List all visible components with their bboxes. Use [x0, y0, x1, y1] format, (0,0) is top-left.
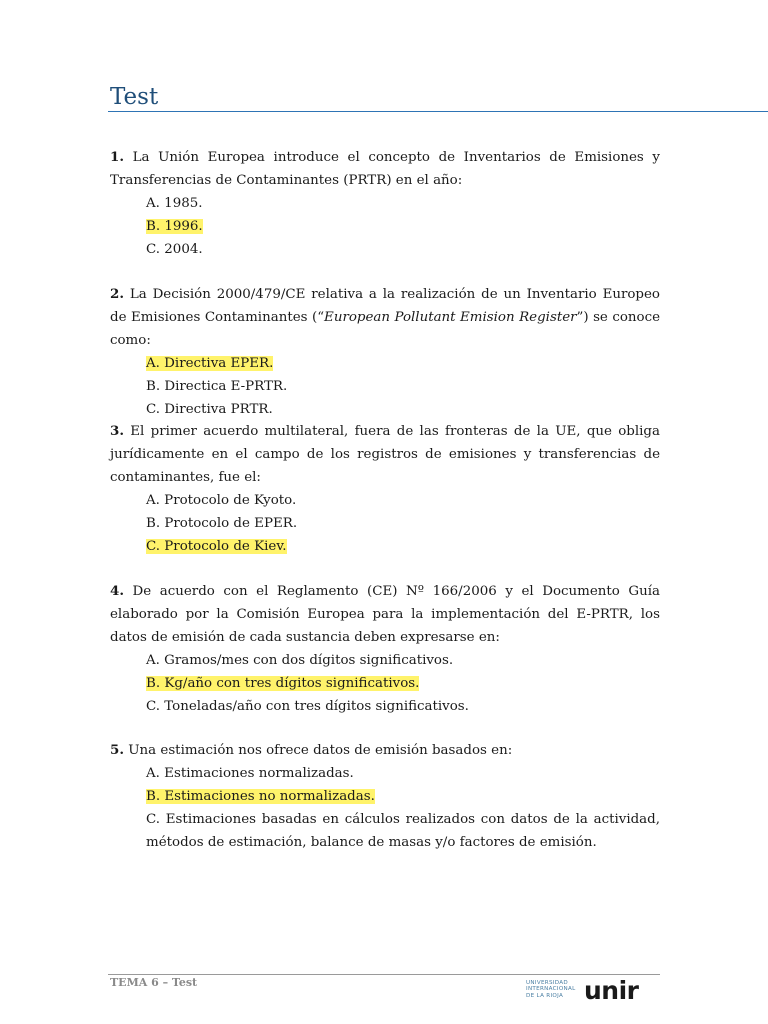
option-label: B. Protocolo de EPER. — [146, 516, 298, 531]
options-list — [110, 649, 660, 718]
option-label: A. 1985. — [146, 196, 203, 211]
logo-line: UNIVERSIDAD — [526, 980, 569, 986]
footer-divider — [108, 974, 660, 975]
question-1 — [110, 146, 660, 261]
question-text — [110, 283, 660, 352]
option-b — [146, 785, 660, 808]
option-label-highlighted: B. Estimaciones no normalizadas. — [146, 789, 375, 804]
option-label-highlighted: B. 1996. — [146, 219, 203, 234]
options-list — [110, 489, 660, 558]
unir-logo — [526, 978, 660, 1008]
option-c — [146, 238, 660, 261]
question-text — [110, 580, 660, 649]
question-number: 2. — [110, 286, 124, 302]
option-label: C. 2004. — [146, 242, 203, 257]
option-a — [146, 762, 660, 785]
option-c — [146, 535, 660, 558]
options-list — [110, 352, 660, 421]
option-a — [146, 489, 660, 512]
option-label: C. Toneladas/año con tres dígitos significativos. — [146, 699, 469, 714]
question-text — [110, 420, 660, 489]
question-3 — [110, 420, 660, 558]
question-4 — [110, 580, 660, 718]
logo-line: INTERNACIONAL — [526, 986, 576, 993]
question-5 — [110, 739, 660, 854]
page-title: Test — [110, 84, 159, 110]
option-a — [146, 352, 660, 375]
option-label: A. Estimaciones normalizadas. — [146, 766, 354, 781]
question-body: De acuerdo con el Reglamento (CE) Nº 166/2006 y el Documento Guía elaborado por la Comisión Europea para la implementación del E-PRTR, los datos de emisión de cada sustancia deben expresarse en: — [110, 584, 660, 645]
option-a — [146, 649, 660, 672]
question-body-italic: European Pollutant Emision Register — [324, 310, 577, 325]
option-b — [146, 215, 660, 238]
question-body: El primer acuerdo multilateral, fuera de las fronteras de la UE, que obliga jurídicamente en el campo de los registros de emisiones y transferencias de contaminantes, fue el: — [110, 424, 660, 485]
logo-university-name — [526, 980, 576, 999]
option-label-highlighted: B. Kg/año con tres dígitos significativos. — [146, 676, 420, 691]
question-number: 5. — [110, 742, 124, 758]
option-label: C. Directiva PRTR. — [146, 402, 273, 417]
question-number: 1. — [110, 149, 124, 165]
question-body: La Decisión 2000/479/CE relativa a la realización de un Inventario Europeo de Emisiones Contaminantes (“ — [110, 287, 660, 325]
question-number: 3. — [110, 423, 124, 439]
option-c — [146, 695, 660, 718]
options-list — [110, 762, 660, 854]
option-b — [146, 672, 660, 695]
question-2 — [110, 283, 660, 421]
question-body-end: ”) se conoce como: — [110, 310, 660, 348]
option-label-highlighted: C. Protocolo de Kiev. — [146, 539, 287, 554]
option-label-highlighted: A. Directiva EPER. — [146, 356, 274, 371]
footer-label: TEMA 6 – Test — [110, 976, 198, 989]
options-list — [110, 192, 660, 261]
logo-brand: unir — [584, 976, 639, 1005]
option-a — [146, 192, 660, 215]
question-text — [110, 146, 660, 192]
option-label: A. Protocolo de Kyoto. — [146, 493, 297, 508]
option-c — [146, 398, 660, 421]
question-body: La Unión Europea introduce el concepto de Inventarios de Emisiones y Transferencias de Contaminantes (PRTR) en el año: — [110, 150, 660, 188]
question-text — [110, 739, 660, 762]
option-label: B. Directica E-PRTR. — [146, 379, 288, 394]
question-number: 4. — [110, 583, 124, 599]
option-b — [146, 512, 660, 535]
option-label: C. Estimaciones basadas en cálculos realizados con datos de la actividad, métodos de estimación, balance de masas y/o factores de emisión. — [146, 812, 660, 850]
title-divider — [108, 111, 768, 112]
option-label: A. Gramos/mes con dos dígitos significativos. — [146, 653, 454, 668]
question-body: Una estimación nos ofrece datos de emisión basados en: — [123, 743, 513, 758]
logo-line: DE LA RIOJA — [526, 992, 564, 999]
option-c — [146, 808, 660, 854]
option-b — [146, 375, 660, 398]
